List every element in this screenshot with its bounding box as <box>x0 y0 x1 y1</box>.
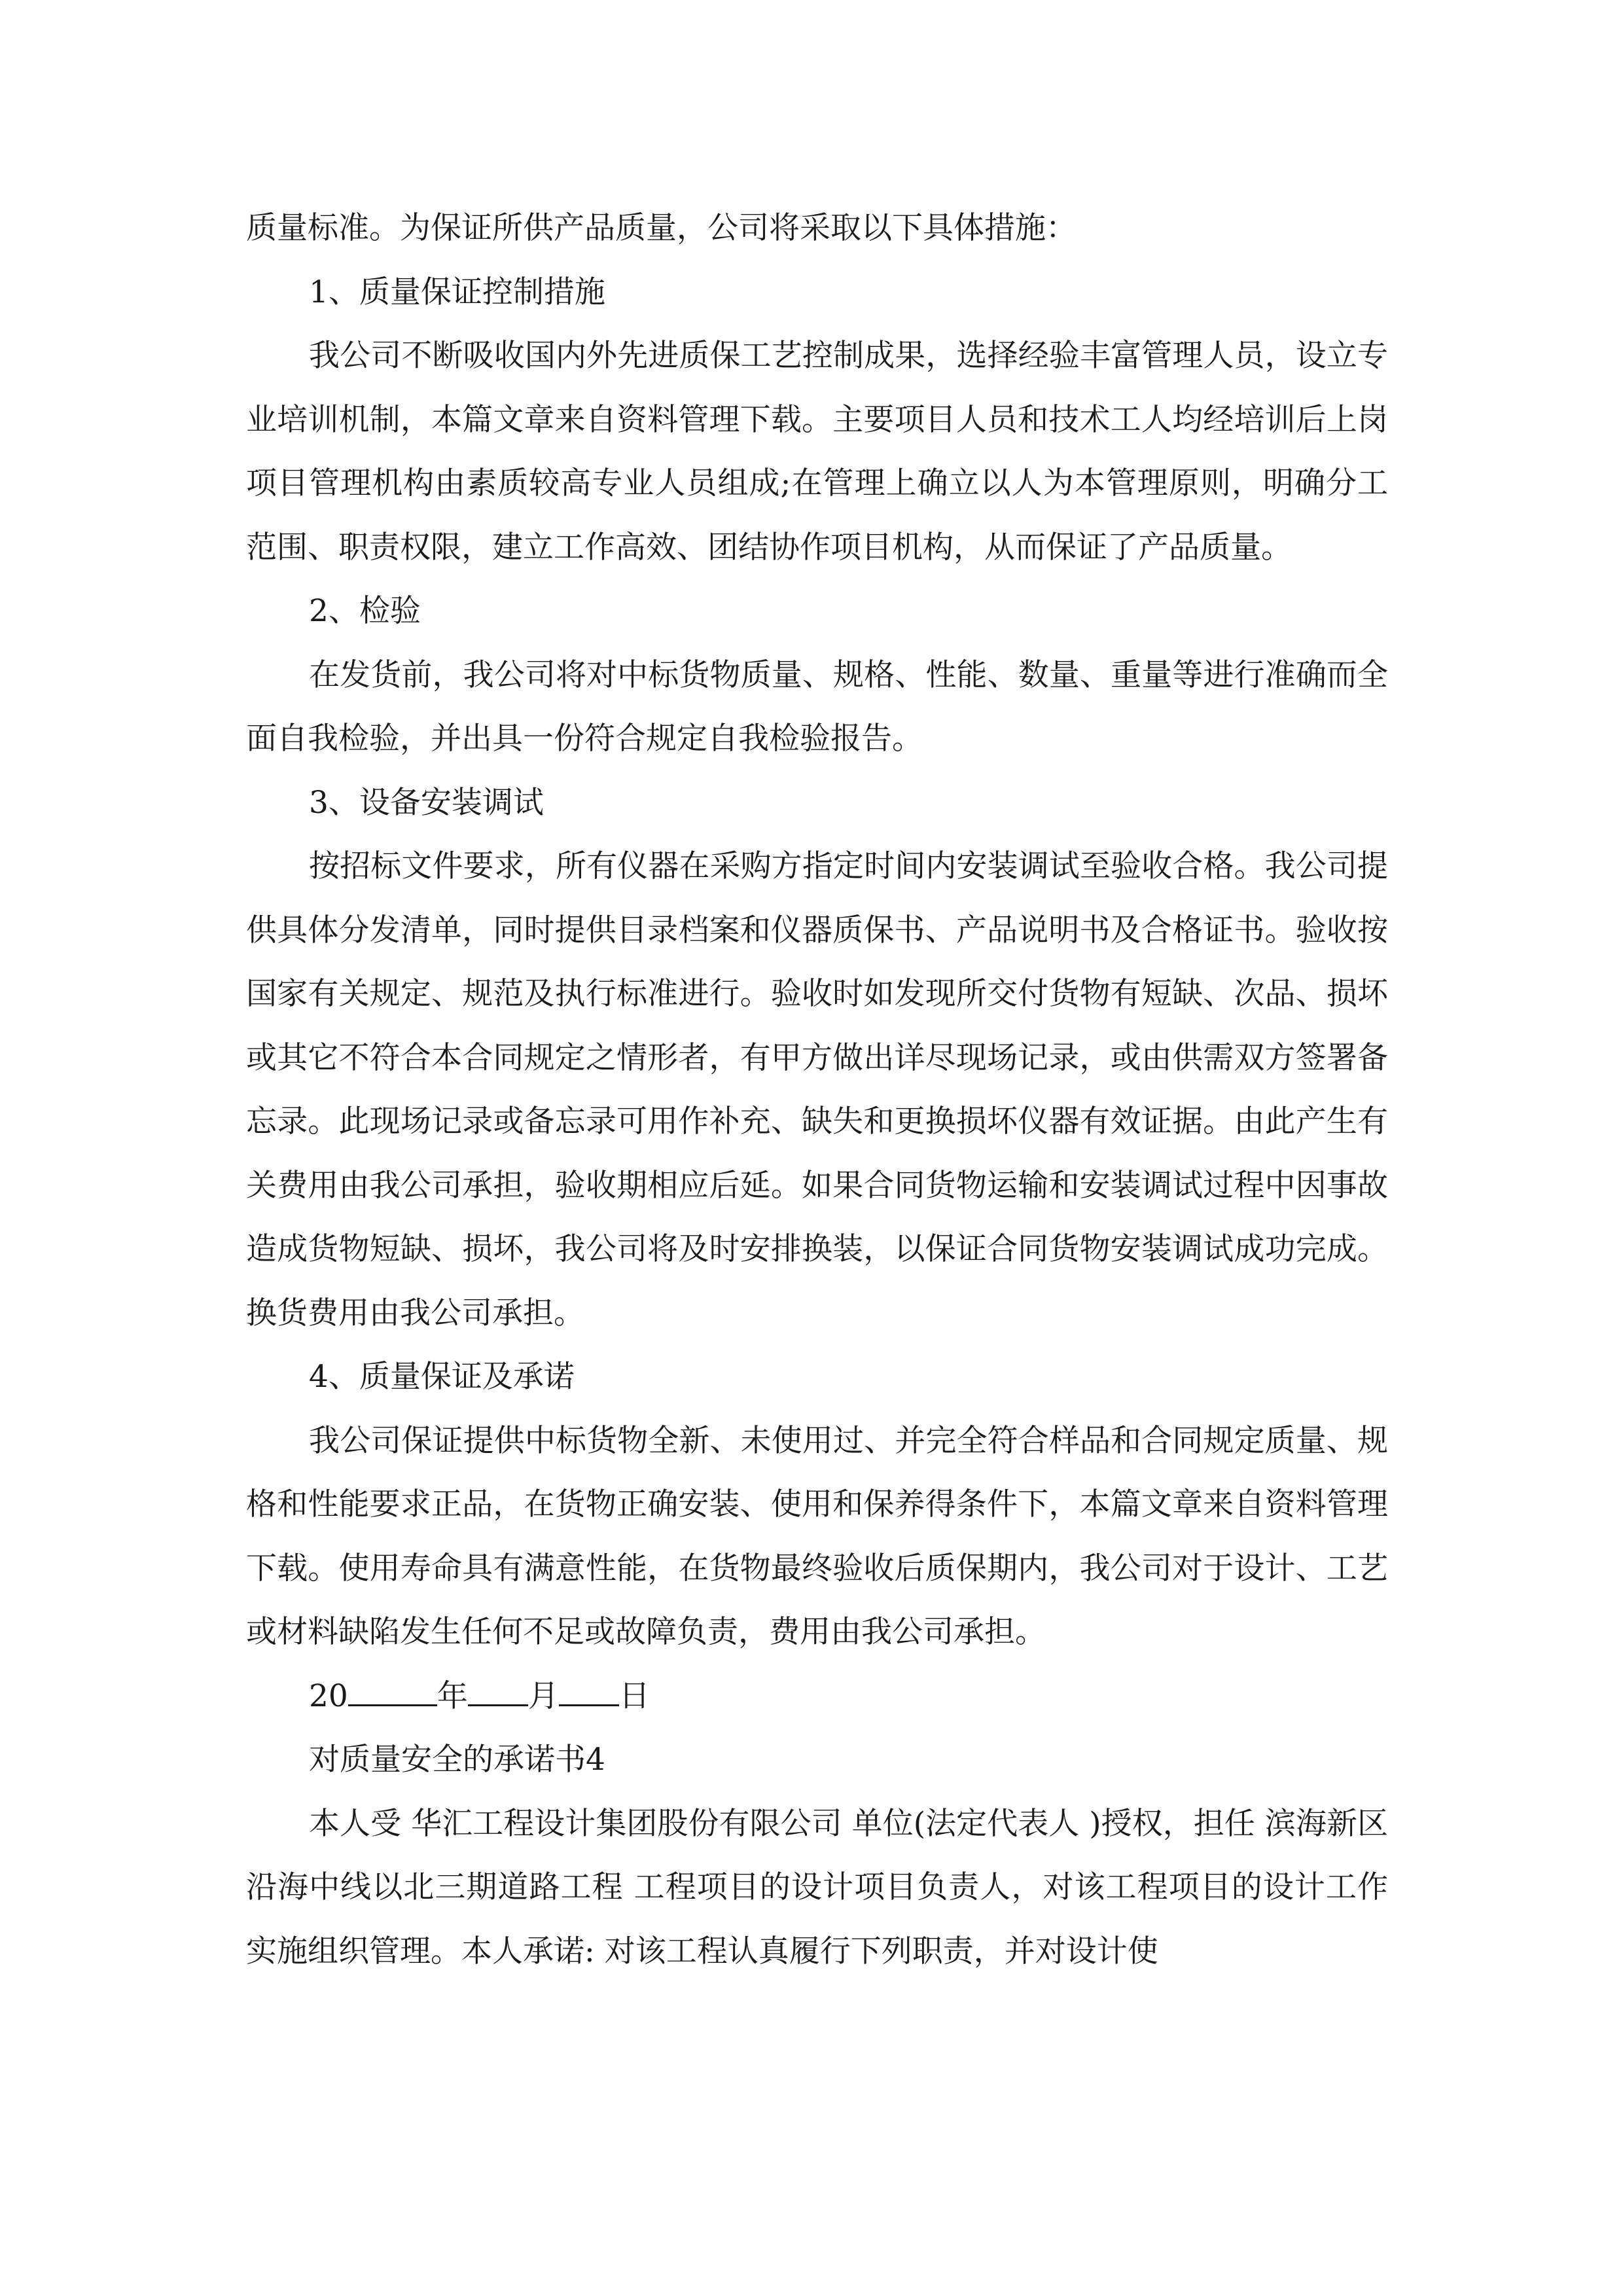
paragraph-commitment-letter: 本人受 华汇工程设计集团股份有限公司 单位(法定代表人 )授权，担任 滨海新区沿海中线以北三期道路工程 工程项目的设计项目负责人，对该工程项目的设计工作实施组织管理。本人承诺: 对该工程认真履行下列职责，并对设计使 <box>246 1805 1388 1969</box>
date-year-prefix: 20 <box>309 1677 348 1714</box>
heading-inspection: 2、检验 <box>309 593 421 629</box>
paragraph-quality-standard-tail: 质量标准。为保证所供产品质量，公司将采取以下具体措施： <box>246 210 1077 246</box>
section-title: 对质量安全的承诺书4 <box>309 1742 605 1778</box>
paragraph-quality-guarantee-commitment: 我公司保证提供中标货物全新、未使用过、并完全符合样品和合同规定质量、规格和性能要求正品，在货物正确安装、使用和保养得条件下，本篇文章来自资料管理下载。使用寿命具有满意性能，在货物最终验收后质保期内，我公司对于设计、工艺或材料缺陷发生任何不足或故障负责，费用由我公司承担。 <box>246 1422 1388 1650</box>
date-month-char: 月 <box>527 1677 559 1714</box>
date-year-char: 年 <box>437 1677 468 1714</box>
heading-quality-control-measures: 1、质量保证控制措施 <box>309 274 605 310</box>
date-year-blank <box>348 1676 437 1706</box>
date-day-blank <box>559 1676 619 1706</box>
heading-installation-debugging: 3、设备安装调试 <box>309 784 544 821</box>
paragraph-installation-debugging: 按招标文件要求，所有仪器在采购方指定时间内安装调试至验收合格。我公司提供具体分发清单，同时提供目录档案和仪器质保书、产品说明书及合格证书。验收按国家有关规定、规范及执行标准进行。验收时如发现所交付货物有短缺、次品、损坏或其它不符合本合同规定之情形者，有甲方做出详尽现场记录，或由供需双方签署备忘录。此现场记录或备忘录可用作补充、缺失和更换损坏仪器有效证据。由此产生有关费用由我公司承担，验收期相应后延。如果合同货物运输和安装调试过程中因事故造成货物短缺、损坏，我公司将及时安排换装，以保证合同货物安装调试成功完成。换货费用由我公司承担。 <box>246 848 1388 1331</box>
date-line <box>246 1664 1388 1729</box>
document-body <box>246 196 1388 1983</box>
heading-quality-guarantee-commitment: 4、质量保证及承诺 <box>309 1359 575 1395</box>
paragraph-quality-control-measures: 我公司不断吸收国内外先进质保工艺控制成果，选择经验丰富管理人员，设立专业培训机制，本篇文章来自资料管理下载。主要项目人员和技术工人均经培训后上岗项目管理机构由素质较高专业人员组成;在管理上确立以人为本管理原则，明确分工范围、职责权限，建立工作高效、团结协作项目机构，从而保证了产品质量。 <box>246 338 1388 565</box>
paragraph-inspection: 在发货前，我公司将对中标货物质量、规格、性能、数量、重量等进行准确而全面自我检验，并出具一份符合规定自我检验报告。 <box>246 656 1388 757</box>
date-month-blank <box>468 1676 528 1706</box>
date-day-char: 日 <box>618 1677 650 1714</box>
